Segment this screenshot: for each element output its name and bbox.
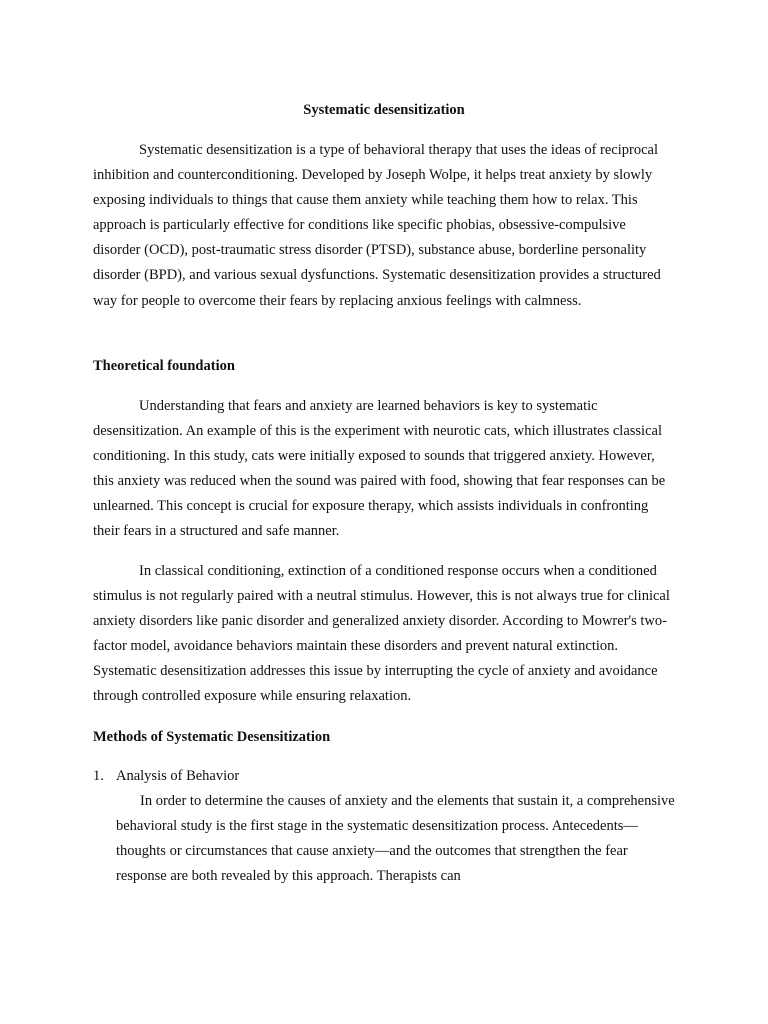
list-item-number: 1. xyxy=(93,768,104,784)
list-item-paragraph: In order to determine the causes of anxiety and the elements that sustain it, a comprehensive behavioral study is the first stage in the systematic desensitization process. Antecedents—thoughts or circumstances that cause anxiety—and the outcomes that strengthen the fear response are both revealed by this approach. Therapists can xyxy=(116,793,675,885)
section-heading-theoretical-foundation: Theoretical foundation xyxy=(93,358,235,374)
theory-paragraph-1: Understanding that fears and anxiety are learned behaviors is key to systematic desensitization. An example of this is the experiment with neurotic cats, which illustrates classical conditioning. In this study, cats were initially exposed to sounds that triggered anxiety. However, this anxiety was reduced when the sound was paired with food, showing that fear responses can be unlearned. This concept is crucial for exposure therapy, which assists individuals in confronting their fears in a structured and safe manner. xyxy=(93,398,666,540)
list-item xyxy=(93,766,675,786)
theory-paragraph-2: In classical conditioning, extinction of a conditioned response occurs when a conditioned stimulus is not regularly paired with a neutral stimulus. However, this is not always true for clinical anxiety disorders like panic disorder and generalized anxiety disorder. According to Mowrer's two-factor model, avoidance behaviors maintain these disorders and prevent natural extinction. Systematic desensitization addresses this issue by interrupting the cycle of anxiety and avoidance through controlled exposure while ensuring relaxation. xyxy=(93,563,670,705)
list-item-title: Analysis of Behavior xyxy=(116,768,240,784)
section-heading-methods: Methods of Systematic Desensitization xyxy=(93,729,331,745)
document-title: Systematic desensitization xyxy=(303,102,465,118)
intro-paragraph: Systematic desensitization is a type of behavioral therapy that uses the ideas of reciprocal inhibition and counterconditioning. Developed by Joseph Wolpe, it helps treat anxiety by slowly exposing individuals to things that cause them anxiety while teaching them how to relax. This approach is particularly effective for conditions like specific phobias, obsessive-compulsive disorder (OCD), post-traumatic stress disorder (PTSD), substance abuse, borderline personality disorder (BPD), and various sexual dysfunctions. Systematic desensitization provides a structured way for people to overcome their fears by replacing anxious feelings with calmness. xyxy=(93,142,661,309)
